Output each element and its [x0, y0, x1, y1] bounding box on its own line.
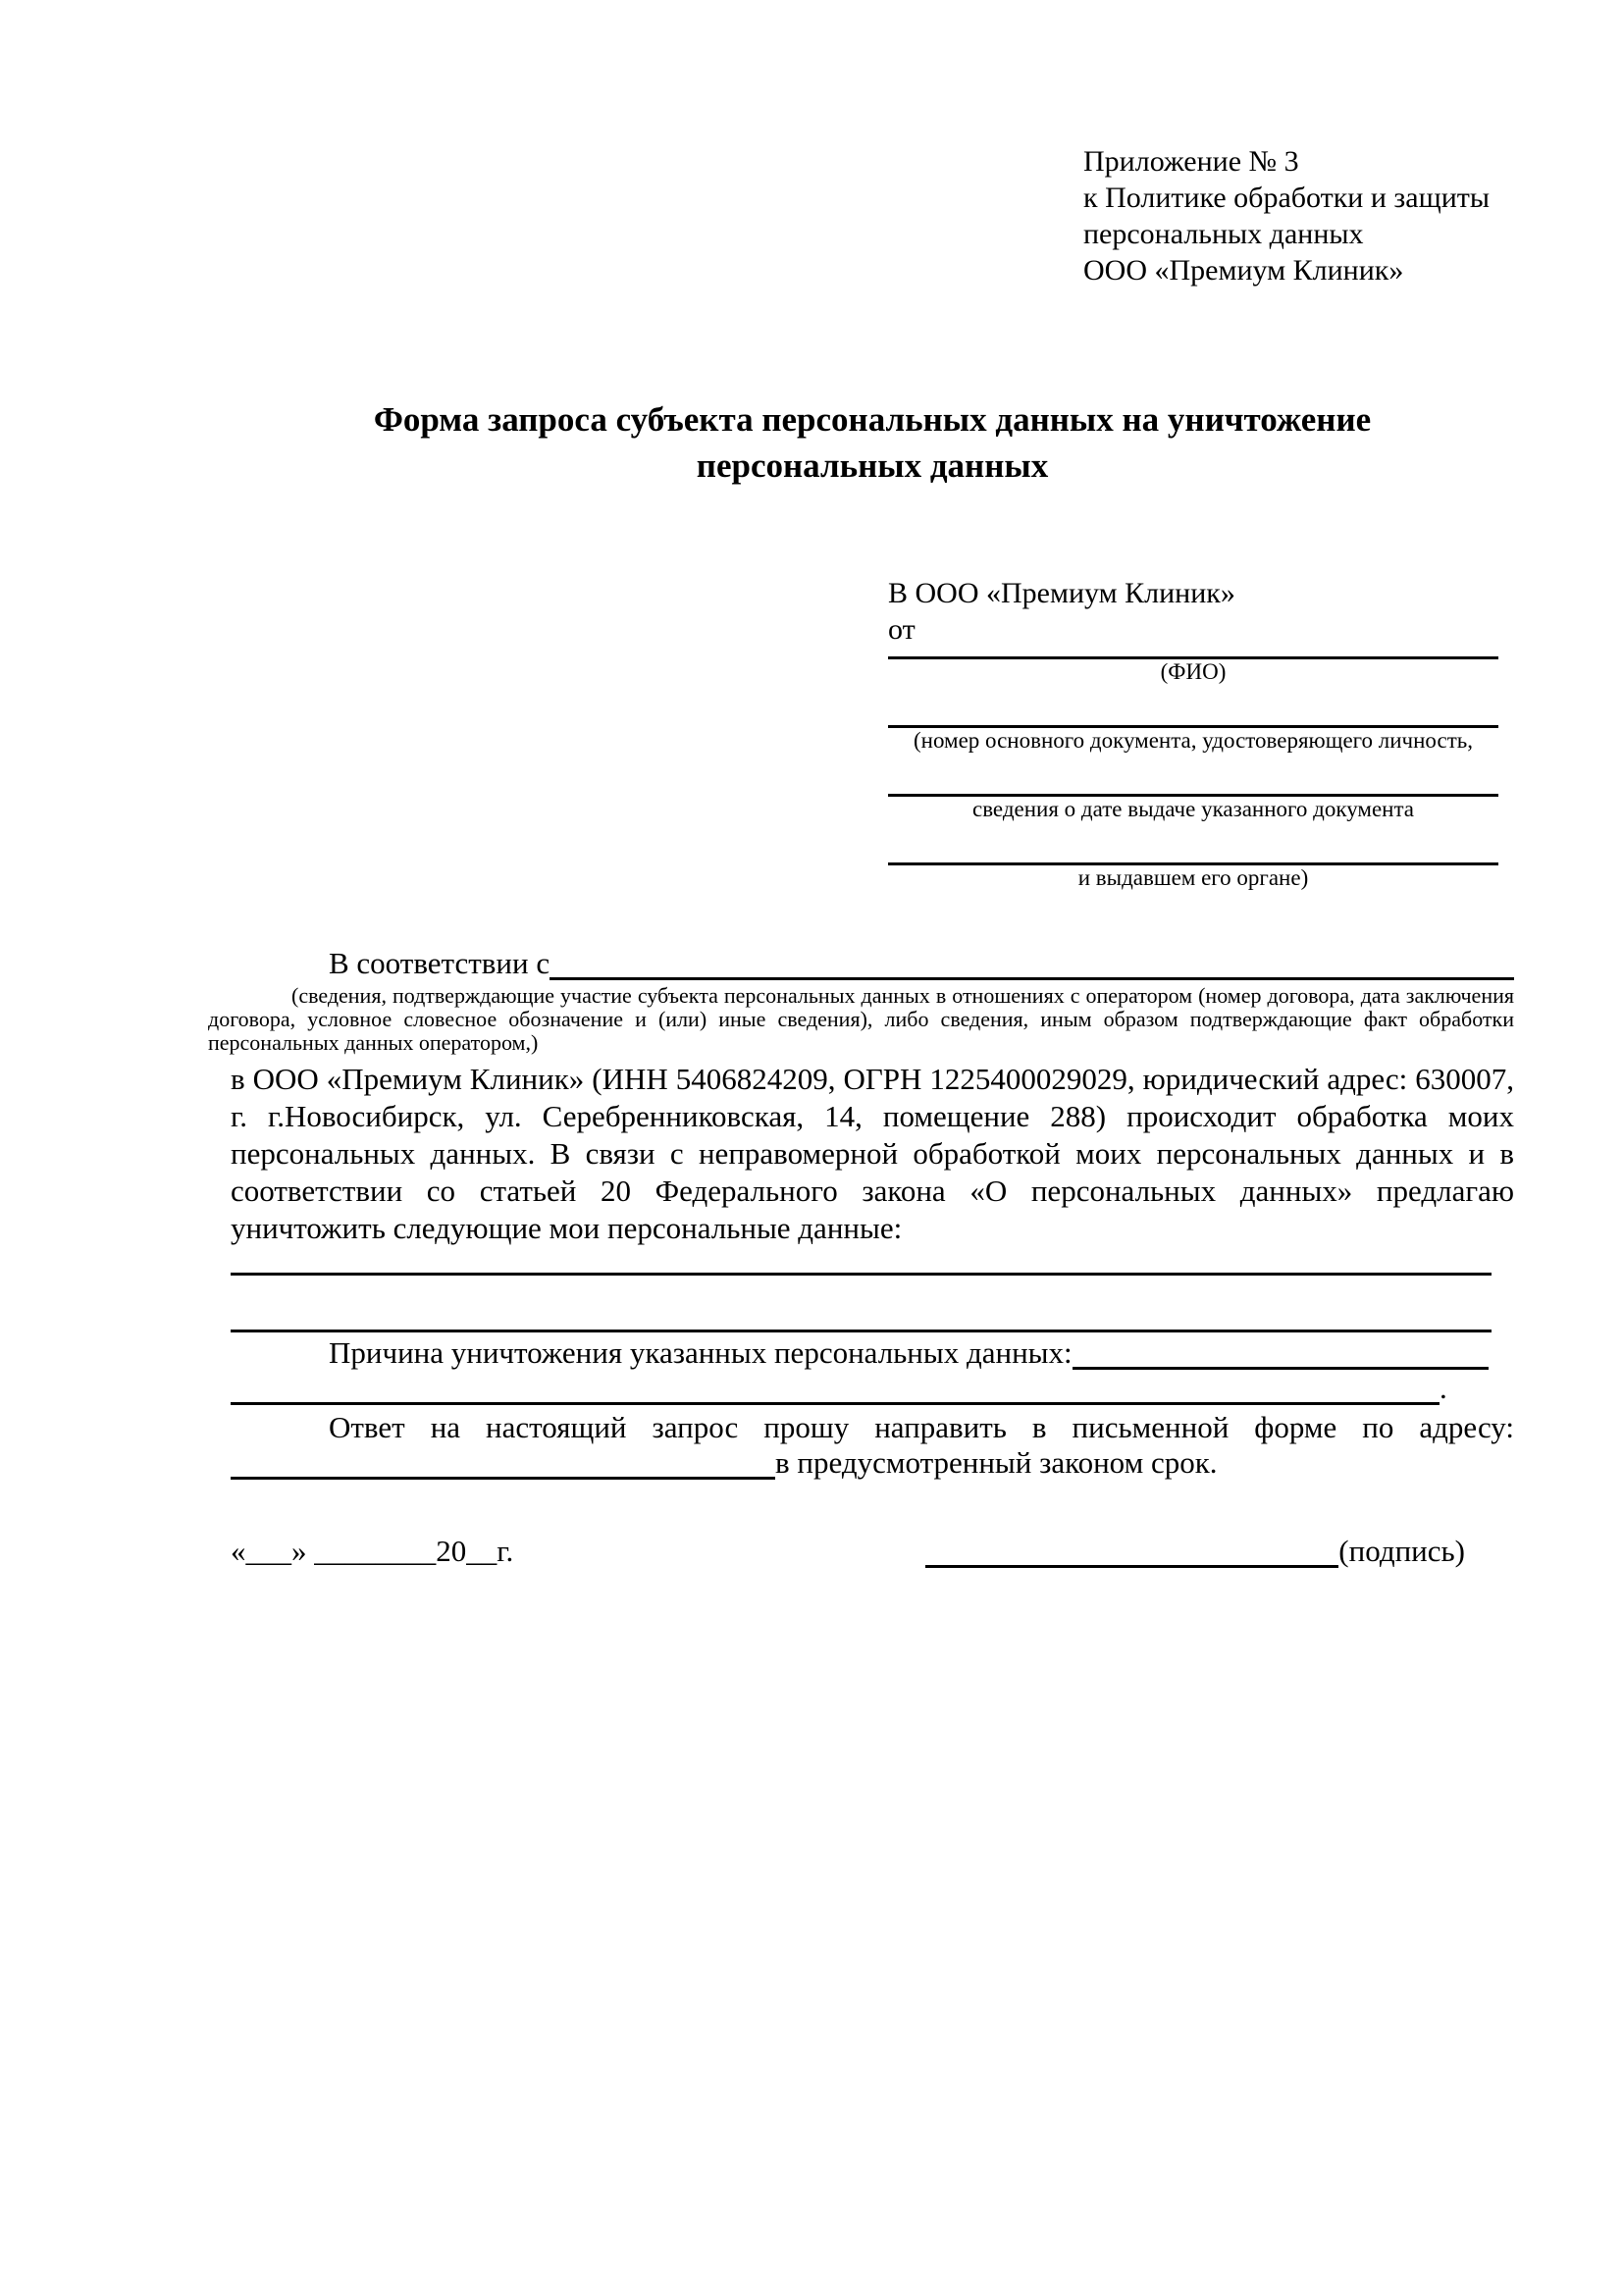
- appendix-header-line: ООО «Премиум Клиник»: [1083, 254, 1404, 287]
- signature-line: [925, 1565, 1338, 1568]
- accordance-note: (сведения, подтверждающие участие субъекта персональных данных в отношениях с оператором (номер договора, дата заключения договора, условное словесное обозначение и (или) иные сведения), либо сведения, иным образом подтверждающие факт обработки персональных данных оператором,): [208, 983, 1514, 1055]
- appendix-header-line: персональных данных: [1083, 218, 1364, 250]
- issuing-authority-field-caption: и выдавшем его органе): [1077, 865, 1309, 890]
- body-paragraph: в ООО «Премиум Клиник» (ИНН 5406824209, ОГРН 1225400029029, юридический адрес: 630007, г. г.Новосибирск, ул. Серебренниковская, 14, помещение 288) происходит обработка моих персональных данных. В связи с неправомерной обработкой моих персональных данных и в соответствии со статьей 20 Федерального закона «О персональных данных» предлагаю уничтожить следующие мои персональные данные:: [231, 1062, 1514, 1245]
- fio-field: [888, 648, 1498, 685]
- fio-field-line: [888, 648, 1498, 659]
- issue-date-field-line: [888, 754, 1498, 797]
- personal-data-blank-line-2: [231, 1330, 1492, 1332]
- signature-group: [925, 1534, 1465, 1569]
- reason-continuation-line: [231, 1402, 1440, 1405]
- date-line: «___» ________20__г.: [231, 1534, 514, 1568]
- reason-fill-line: [1073, 1367, 1489, 1370]
- issue-date-field: [888, 754, 1498, 822]
- answer-address-fill-line: [231, 1477, 775, 1480]
- date-signature-row: [231, 1534, 1514, 1569]
- issue-date-field-caption: сведения о дате выдаче указанного документа: [971, 797, 1415, 821]
- issuing-authority-field-line: [888, 822, 1498, 865]
- answer-address-row: [231, 1445, 1514, 1481]
- form-title: Форма запроса субъекта персональных данных на уничтожение персональных данных: [373, 400, 1372, 485]
- document-number-field: [888, 685, 1498, 754]
- accordance-row: [231, 944, 1514, 983]
- document-number-field-caption: (номер основного документа, удостоверяющего личность,: [913, 728, 1473, 753]
- appendix-header-line: Приложение № 3: [1083, 145, 1299, 178]
- document-number-field-line: [888, 685, 1498, 728]
- signature-caption: (подпись): [1338, 1534, 1465, 1568]
- personal-data-blank-line-1: [231, 1273, 1492, 1276]
- reason-label: Причина уничтожения указанных персональных данных:: [329, 1335, 1073, 1370]
- addressee-from-label: от: [888, 613, 916, 646]
- accordance-fill-line: [550, 977, 1514, 980]
- answer-tail: в предусмотренный законом срок.: [775, 1445, 1218, 1480]
- appendix-header: [1083, 143, 1490, 288]
- appendix-header-line: к Политике обработки и защиты: [1083, 182, 1491, 214]
- answer-paragraph: Ответ на настоящий запрос прошу направить в письменной форме по адресу:: [329, 1410, 1514, 1444]
- issuing-authority-field: [888, 822, 1498, 891]
- fio-field-caption: (ФИО): [1160, 659, 1227, 684]
- reason-line-period: .: [1440, 1371, 1447, 1405]
- reason-continuation-row: [231, 1372, 1514, 1405]
- reason-row: [231, 1336, 1489, 1370]
- addressee-block: [888, 575, 1498, 891]
- addressee-to-line: В ООО «Премиум Клиник»: [888, 577, 1235, 609]
- accordance-lead: В соответствии с: [329, 946, 550, 980]
